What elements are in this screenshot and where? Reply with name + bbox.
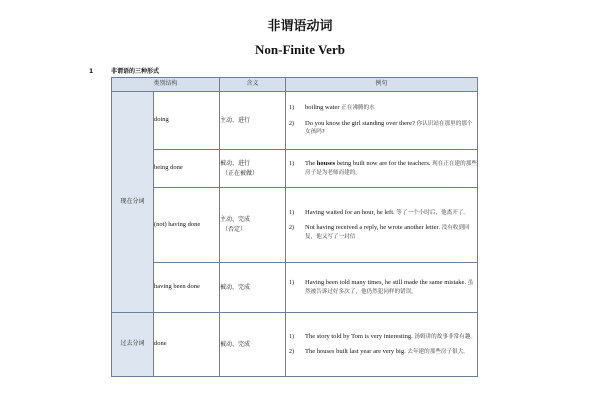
meaning-text: 主动、完成 — [220, 216, 251, 223]
meaning-text: 被动、完成 — [220, 283, 251, 291]
example-chinese: 汤姆讲的故事非常有趣。 — [414, 333, 476, 340]
example-item — [286, 348, 477, 357]
table-row — [112, 188, 478, 263]
form-cell: having been done — [154, 263, 220, 313]
header-category-structure: 类别结构 — [112, 78, 220, 92]
non-finite-verb-table — [111, 77, 478, 377]
example-chinese: 你认识站在那里的那个女孩吗? — [305, 120, 473, 136]
example-text — [305, 224, 477, 241]
example-item — [286, 209, 477, 218]
example-number: 2) — [289, 225, 295, 232]
meaning-note: （正在被做） — [222, 169, 259, 177]
meaning-text: 被动、完成 — [220, 340, 251, 348]
meaning-cell — [220, 188, 286, 263]
example-number: 2) — [289, 349, 295, 355]
form-cell: done — [154, 313, 220, 377]
example-item — [286, 120, 477, 137]
example-text — [305, 348, 477, 357]
example-english: Do you know the girl standing over there? — [305, 119, 415, 127]
meaning-text: 被动、进行 — [220, 159, 251, 167]
example-chinese: 现在正在建的那些房子是为老师而建的。 — [305, 161, 477, 176]
examples-cell — [286, 92, 478, 150]
example-english: Not having received a reply, he wrote another letter. — [305, 224, 440, 232]
example-english-pre: The — [305, 160, 317, 167]
meaning-text: 主动、进行 — [220, 116, 251, 124]
meaning-cell — [220, 150, 286, 188]
example-item — [286, 333, 477, 342]
example-number: 1) — [289, 280, 295, 286]
example-number: 1) — [289, 333, 295, 340]
form-cell: being done — [154, 150, 220, 188]
form-cell: (not) having done — [154, 188, 220, 263]
document-title-chinese: 非谓语动词 — [267, 19, 333, 34]
example-number: 2) — [289, 120, 295, 127]
form-cell: doing — [154, 92, 220, 150]
example-item — [286, 160, 477, 177]
example-number: 1) — [289, 209, 295, 216]
table-row — [112, 263, 478, 313]
meaning-cell — [220, 263, 286, 313]
example-chinese: 等了一个小时后，他离开了。 — [396, 209, 470, 216]
section-number: 1 — [89, 68, 94, 75]
examples-cell — [286, 188, 478, 263]
example-english: The houses built last year are very big. — [305, 348, 406, 355]
example-item — [286, 104, 477, 113]
table-row — [112, 92, 478, 150]
examples-cell — [286, 150, 478, 188]
example-item — [286, 224, 477, 241]
example-chinese: 虽然被告诉过好多次了，他仍然犯同样的错误。 — [305, 280, 474, 295]
example-text — [305, 160, 477, 177]
examples-cell — [286, 313, 478, 377]
examples-cell — [286, 263, 478, 313]
example-chinese: 去年建的那些房子很大。 — [407, 349, 469, 355]
table-header-row — [112, 78, 478, 92]
section-heading — [89, 66, 159, 75]
meaning-cell — [220, 92, 286, 150]
example-english: Having waited for an hour, he left. — [305, 208, 395, 216]
example-english: boiling water — [305, 104, 340, 112]
example-english: Having been told many times, he still made the same mistake. — [305, 279, 467, 286]
example-number: 1) — [289, 161, 295, 167]
example-chinese: 没有收到回复，他又写了一封信 — [305, 225, 470, 240]
example-text — [305, 333, 477, 342]
document-title-english: Non-Finite Verb — [255, 42, 345, 57]
example-chinese: 正在沸腾的水 — [341, 105, 375, 112]
example-item — [286, 279, 477, 296]
category-present-participle: 现在分词 — [112, 92, 154, 313]
table-row — [112, 150, 478, 188]
example-text — [305, 279, 477, 296]
example-english-post: being built now are for the teachers. — [335, 160, 431, 167]
table-row — [112, 313, 478, 377]
example-text — [305, 120, 477, 137]
meaning-note: （否定） — [222, 226, 247, 233]
example-english-emphasis: houses — [316, 160, 336, 167]
example-number: 1) — [289, 105, 295, 112]
category-past-participle: 过去分词 — [112, 313, 154, 377]
header-examples: 例句 — [286, 78, 478, 92]
example-text — [305, 104, 477, 113]
section-title: 非谓语的三种形式 — [111, 68, 160, 75]
header-meaning: 含义 — [220, 78, 286, 92]
example-english: The story told by Tom is very interesting. — [305, 332, 413, 340]
meaning-cell — [220, 313, 286, 377]
example-text — [305, 209, 477, 218]
